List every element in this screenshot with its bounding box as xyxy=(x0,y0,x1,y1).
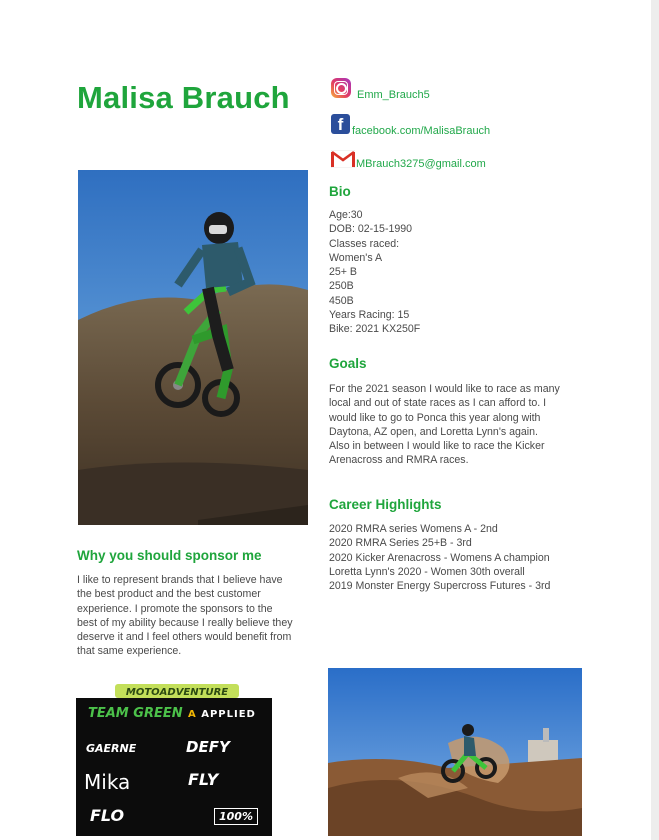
sponsor-line: best of my ability because I really believe they xyxy=(77,616,293,629)
gaerne-logo: GAERNE xyxy=(86,742,137,755)
bio-heading: Bio xyxy=(329,184,351,199)
rider-name: Malisa Brauch xyxy=(77,80,290,115)
career-highlight: 2019 Monster Energy Supercross Futures - 3rd xyxy=(329,580,551,593)
bio-line: 25+ B xyxy=(329,266,357,279)
contact-email[interactable] xyxy=(331,150,486,168)
sponsor-text xyxy=(77,573,293,659)
contact-facebook[interactable] xyxy=(331,114,491,137)
motoadventure-logo-text: MOTOADVENTURE xyxy=(125,687,229,698)
motoadventure-banner xyxy=(115,680,239,700)
career-list xyxy=(329,522,550,593)
gmail-icon xyxy=(331,150,355,168)
sponsor-line: that same experience. xyxy=(77,645,182,658)
goals-line: For the 2021 season I would like to race as many xyxy=(329,383,560,395)
facebook-icon: f xyxy=(331,114,350,134)
goals-line: Daytona, AZ open, and Loretta Lynn's again. xyxy=(329,425,538,438)
goals-text xyxy=(329,382,560,468)
goals-heading: Goals xyxy=(329,356,367,371)
goals-line: Arenacross and RMRA races. xyxy=(329,454,469,467)
100-percent-logo: 100% xyxy=(214,808,258,825)
page-edge xyxy=(651,0,659,840)
sponsor-line: experience. I promote the sponsors to the xyxy=(77,602,273,615)
sponsor-line: I like to represent brands that I believe have xyxy=(77,574,283,586)
contact-instagram[interactable] xyxy=(331,78,430,101)
sponsor-heading: Why you should sponsor me xyxy=(77,548,262,563)
bio-list xyxy=(329,208,420,337)
sponsor-logo-panel xyxy=(76,698,272,836)
rider-jump-photo xyxy=(78,170,308,525)
email-address: MBrauch3275@gmail.com xyxy=(356,158,486,170)
bio-line: 250B xyxy=(329,280,354,293)
facebook-link: facebook.com/MalisaBrauch xyxy=(352,125,491,137)
career-highlight: Loretta Lynn's 2020 - Women 30th overall xyxy=(329,565,525,578)
bio-line: Classes raced: xyxy=(329,237,400,250)
bio-line: Years Racing: 15 xyxy=(329,309,410,322)
rider-dirt-photo xyxy=(328,668,582,836)
bio-line: Age:30 xyxy=(329,209,363,221)
bio-line: Women's A xyxy=(329,251,383,264)
bio-line: 450B xyxy=(329,294,354,307)
mika-logo: Mika xyxy=(84,770,131,794)
defy-logo: DEFY xyxy=(186,738,230,756)
career-highlight: 2020 RMRA Series 25+B - 3rd xyxy=(329,537,472,550)
instagram-handle: Emm_Brauch5 xyxy=(357,89,430,101)
fly-logo: FLY xyxy=(188,770,219,789)
goals-line: local and out of state races as I can afford to. I xyxy=(329,397,547,410)
career-heading: Career Highlights xyxy=(329,497,442,512)
applied-logo: A APPLIED xyxy=(188,709,256,720)
sponsor-line: deserve it and I feel others would benefit from xyxy=(77,631,292,644)
bio-line: Bike: 2021 KX250F xyxy=(329,323,421,336)
career-highlight: 2020 RMRA series Womens A - 2nd xyxy=(329,523,498,535)
career-highlight: 2020 Kicker Arenacross - Womens A champion xyxy=(329,551,550,564)
sponsor-line: the best product and the best customer xyxy=(77,588,261,601)
bio-line: DOB: 02-15-1990 xyxy=(329,223,413,236)
instagram-icon xyxy=(331,78,351,98)
goals-line: Also in between I would like to race the Kicker xyxy=(329,440,545,453)
flo-logo: FLO xyxy=(90,806,125,825)
team-green-logo: TEAM GREEN xyxy=(88,706,183,721)
goals-line: would like to go to Ponca this year along with xyxy=(329,411,541,424)
